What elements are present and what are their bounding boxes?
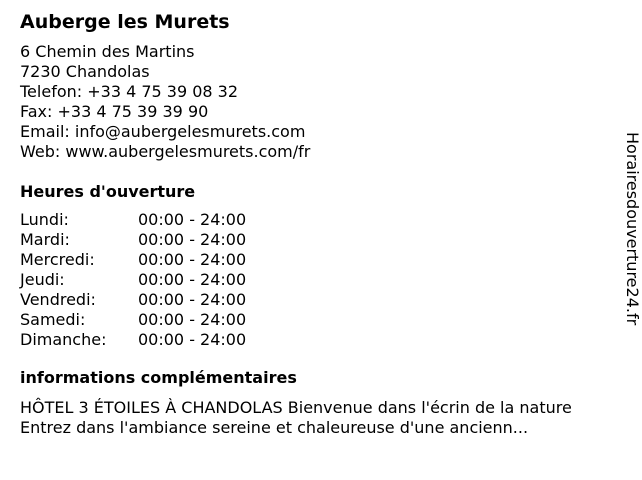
hours-day: Dimanche: — [20, 330, 107, 349]
postal-city: 7230 Chandolas — [20, 62, 150, 81]
hours-time: 00:00 - 24:00 — [138, 250, 247, 269]
street-address: 6 Chemin des Martins — [20, 42, 195, 61]
listing-card — [20, 10, 620, 438]
web-line: Web: www.aubergelesmurets.com/fr — [20, 142, 311, 161]
hours-day: Samedi: — [20, 310, 86, 329]
info-heading: informations complémentaires — [20, 368, 297, 387]
hours-row-tuesday — [20, 230, 620, 250]
hours-day: Vendredi: — [20, 290, 96, 309]
hours-day: Lundi: — [20, 210, 69, 229]
hours-time: 00:00 - 24:00 — [138, 290, 247, 309]
hours-row-thursday — [20, 270, 620, 290]
hours-time: 00:00 - 24:00 — [138, 330, 247, 349]
hours-row-friday — [20, 290, 620, 310]
hours-day: Mardi: — [20, 230, 70, 249]
hours-day: Mercredi: — [20, 250, 95, 269]
site-watermark: Horairesdouverture24.fr — [623, 132, 642, 326]
fax-line: Fax: +33 4 75 39 39 90 — [20, 102, 209, 121]
info-line: HÔTEL 3 ÉTOILES À CHANDOLAS Bienvenue dans l'écrin de la nature — [20, 398, 572, 417]
hours-time: 00:00 - 24:00 — [138, 310, 247, 329]
hours-table — [20, 210, 620, 350]
page-title: Auberge les Murets — [20, 11, 230, 33]
email-line: Email: info@aubergelesmurets.com — [20, 122, 306, 141]
hours-heading: Heures d'ouverture — [20, 182, 196, 201]
info-description — [20, 398, 620, 438]
hours-row-wednesday — [20, 250, 620, 270]
address-block — [20, 42, 620, 162]
phone-line: Telefon: +33 4 75 39 08 32 — [20, 82, 239, 101]
hours-time: 00:00 - 24:00 — [138, 210, 247, 229]
hours-row-saturday — [20, 310, 620, 330]
info-line: Entrez dans l'ambiance sereine et chaleureuse d'une ancienn... — [20, 418, 529, 437]
hours-time: 00:00 - 24:00 — [138, 230, 247, 249]
hours-row-monday — [20, 210, 620, 230]
hours-day: Jeudi: — [20, 270, 65, 289]
hours-time: 00:00 - 24:00 — [138, 270, 247, 289]
hours-row-sunday — [20, 330, 620, 350]
